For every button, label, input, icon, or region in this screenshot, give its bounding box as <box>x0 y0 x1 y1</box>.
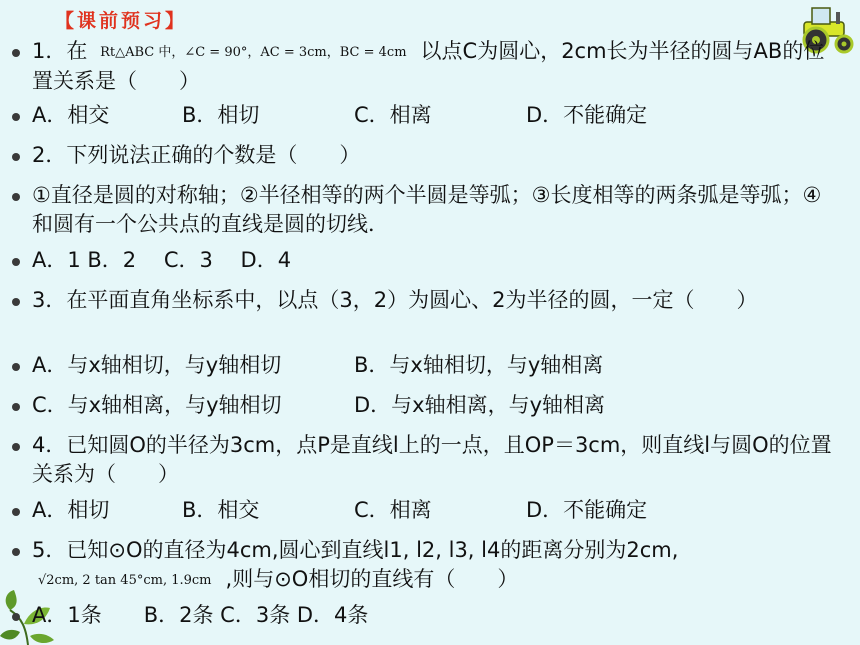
question-1-options <box>12 101 838 130</box>
question-1 <box>12 37 838 96</box>
section-header: 【课前预习】 <box>55 10 188 32</box>
question-5-suffix: ,则与⊙O相切的直线有（ ） <box>225 567 519 591</box>
question-3-options-ab <box>12 351 838 380</box>
question-3-options-cd <box>12 391 838 420</box>
q3-option-c: C．与x轴相离，与y轴相切 <box>32 393 282 417</box>
q1-option-b: B．相切 <box>182 103 260 127</box>
question-1-math: Rt△ABC 中，∠C = 90°，AC = 3cm，BC = 4cm <box>100 45 407 60</box>
question-2-text: 2．下列说法正确的个数是（ ） <box>32 143 361 167</box>
question-2-statements <box>12 181 838 239</box>
question-4-text: 4．已知圆O的半径为3cm，点P是直线l上的一点，且OP＝3cm，则直线l与圆O的位置关系为（ ） <box>32 433 832 486</box>
bullet-icon <box>12 613 20 621</box>
bullet-icon <box>12 153 20 161</box>
bullet-icon <box>12 363 20 371</box>
question-2-options-text: A．1 B．2 C．3 D．4 <box>32 248 292 272</box>
bullet-icon <box>12 548 20 556</box>
question-3-text: 3．在平面直角坐标系中，以点（3，2）为圆心、2为半径的圆，一定（ ） <box>32 288 758 312</box>
q4-option-b: B．相交 <box>182 498 260 522</box>
q4-option-a: A．相切 <box>32 498 110 522</box>
question-1-suffix: 以点C为圆心，2cm长为半径的圆与AB的位置关系是（ ） <box>32 39 825 93</box>
question-1-prefix: 1．在 <box>32 39 88 63</box>
bullet-icon <box>12 193 20 201</box>
question-5-math: √2cm, 2 tan 45°cm, 1.9cm <box>38 573 212 588</box>
question-5-options <box>12 601 838 630</box>
q3-option-d: D．与x轴相离，与y轴相离 <box>354 393 606 417</box>
question-2-statements-text: ①直径是圆的对称轴；②半径相等的两个半圆是等弧；③长度相等的两条弧是等弧；④和圆有一个公共点的直线是圆的切线． <box>32 183 822 236</box>
q4-option-d: D．不能确定 <box>526 498 648 522</box>
question-5 <box>12 536 838 595</box>
question-4-options <box>12 496 838 525</box>
bullet-icon <box>12 508 20 516</box>
bullet-icon <box>12 298 20 306</box>
bullet-icon <box>12 49 20 57</box>
q4-option-c: C．相离 <box>354 498 432 522</box>
q1-option-c: C．相离 <box>354 103 432 127</box>
question-3 <box>12 286 838 315</box>
question-2 <box>12 141 838 170</box>
q3-option-b: B．与x轴相切，与y轴相离 <box>354 353 604 377</box>
q3-option-a: A．与x轴相切，与y轴相切 <box>32 353 282 377</box>
question-2-options <box>12 246 838 275</box>
question-5-options-text: A．1条 B．2条 C．3条 D．4条 <box>32 603 369 627</box>
bullet-icon <box>12 443 20 451</box>
question-5-prefix: 5．已知⊙O的直径为4cm,圆心到直线l1, l2, l3, l4的距离分别为2cm, <box>32 538 679 562</box>
q1-option-d: D．不能确定 <box>526 103 648 127</box>
q1-option-a: A．相交 <box>32 103 110 127</box>
bullet-icon <box>12 113 20 121</box>
bullet-icon <box>12 258 20 266</box>
bullet-icon <box>12 403 20 411</box>
question-4 <box>12 431 838 489</box>
